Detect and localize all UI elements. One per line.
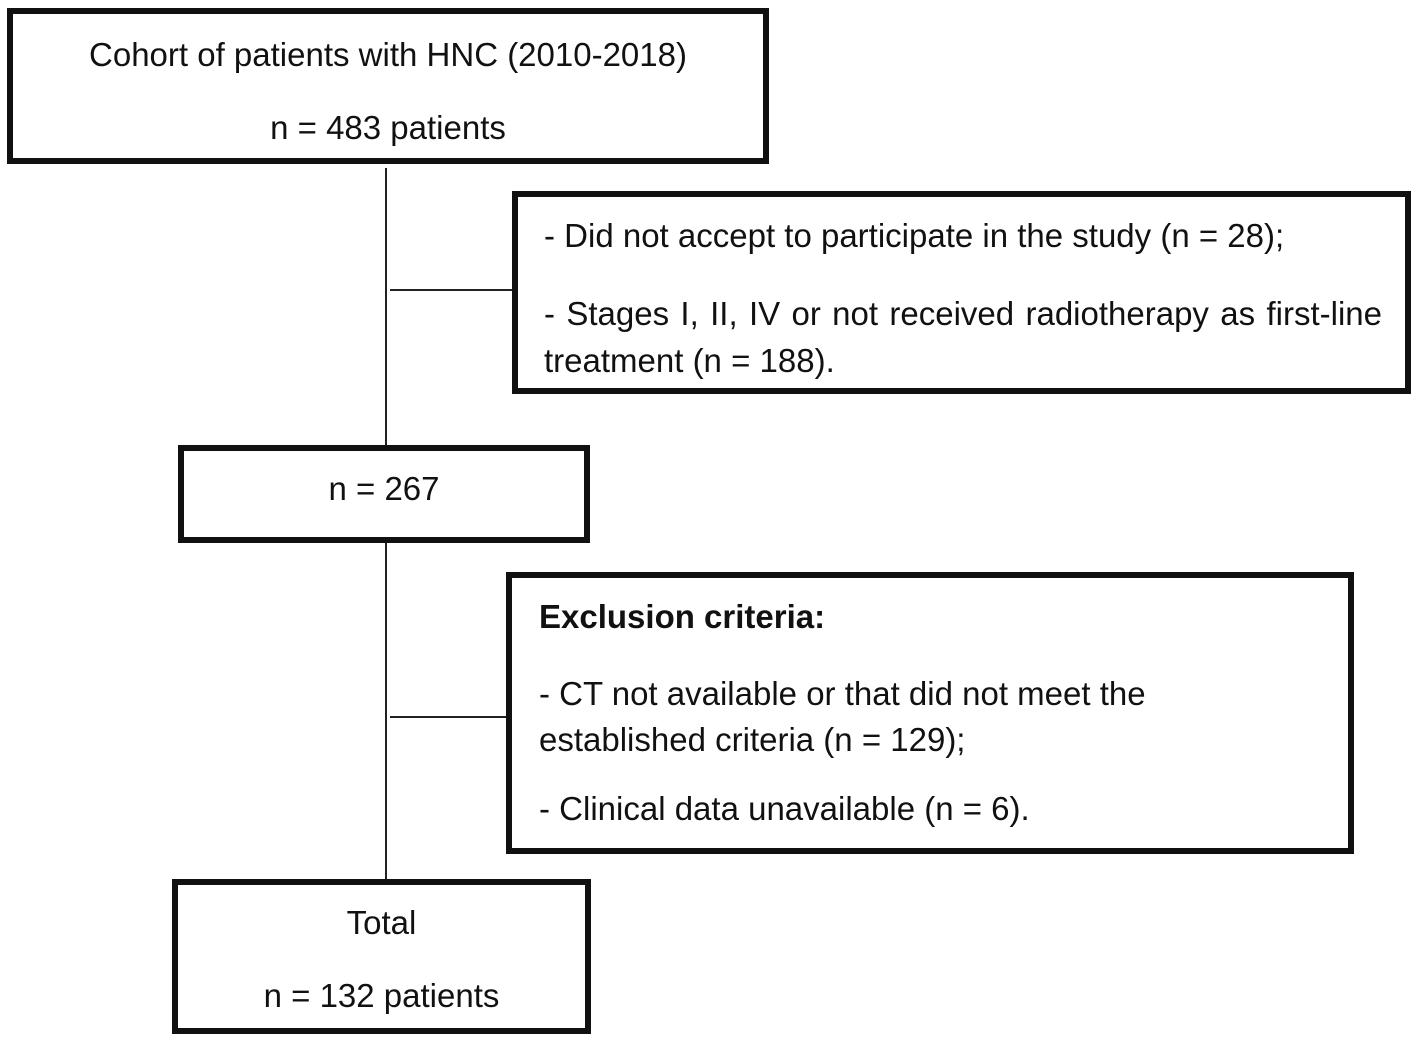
first-exclusion-box <box>512 191 1411 394</box>
first-exclusion-item-2: - Stages I, II, IV or not received radiotherapy as first-line treatment (n = 188). <box>544 295 1382 379</box>
total-title: Total <box>346 904 417 941</box>
connector-267-to-total <box>385 541 387 881</box>
cohort-box <box>7 8 769 164</box>
second-exclusion-box <box>506 572 1354 854</box>
intermediate-count: n = 267 <box>328 470 440 507</box>
cohort-title: Cohort of patients with HNC (2010-2018) <box>89 36 687 73</box>
connector-branch-exclusion-second <box>390 716 510 718</box>
total-count: n = 132 patients <box>263 977 500 1014</box>
first-exclusion-item-1: - Did not accept to participate in the study (n = 28); <box>544 217 1285 254</box>
intermediate-box <box>178 445 590 543</box>
second-exclusion-item-2: - Clinical data unavailable (n = 6). <box>539 790 1030 827</box>
total-box <box>172 879 591 1034</box>
second-exclusion-item-1: - CT not available or that did not meet the established criteria (n = 129); <box>539 675 1146 758</box>
connector-cohort-to-267 <box>385 168 387 448</box>
connector-branch-exclusion-first <box>390 289 516 291</box>
cohort-count: n = 483 patients <box>270 109 506 146</box>
exclusion-criteria-heading: Exclusion criteria: <box>539 598 826 635</box>
